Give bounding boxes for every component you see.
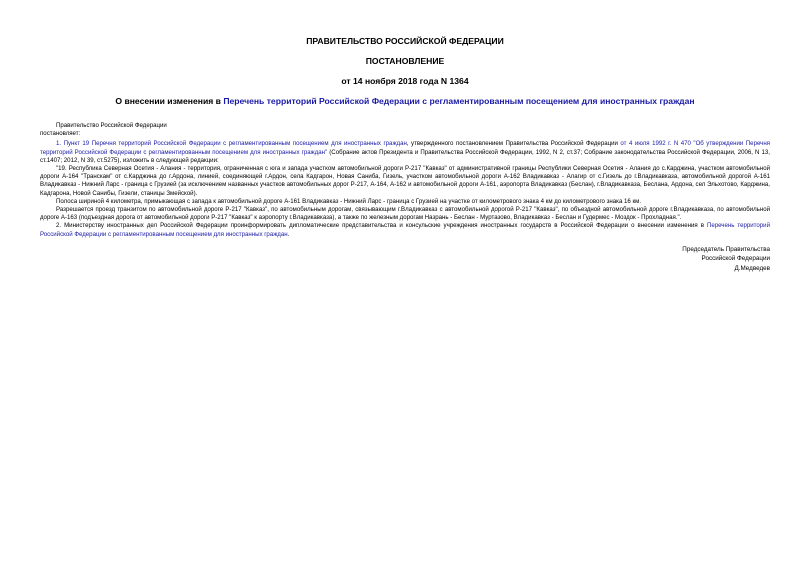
document-type-heading: ПОСТАНОВЛЕНИЕ: [365, 56, 445, 66]
document-title-link[interactable]: Перечень территорий Российской Федерации с регламентированным посещением для иностранных граждан: [223, 96, 695, 106]
date-number-heading: от 14 ноября 2018 года N 1364: [341, 76, 469, 86]
paragraph-1-text-b: (Собрание актов Президента и Правительства Российской Федерации, 1992, N 2, ст.37; Собрание законодательства Российской Федерации, 2006, N 13, ст.1407; 2012, N 39, ст.5275), изложить в следующей редакции:: [40, 148, 770, 164]
paragraph-1-link-list[interactable]: 1. Пункт 19 Перечня территорий Российской Федерации с регламентированным посещением для иностранных граждан: [56, 140, 407, 148]
paragraph-5: [40, 222, 770, 238]
paragraph-2: "19. Республика Северная Осетия - Алания - территория, ограниченная с юга и запада участком автомобильной дороги Р-217 "Кавказ" от административной границы Республики Северная Осетия - Алания до с.Карджина, участком автомобильной дороги А-164 "Транскам" от с.Карджина до г.Ардона, линией, соединяющей г.Ардон, села Кадгарон, Новая Саниба, Гизель, участком автомобильной дороги А-162 Владикавказ - Алагир от с.Гизель до г.Владикавказа, автомобильной дорогой А-161 Владикавказ - Нижний Ларс - граница с Грузией (за исключением названных участков автомобильных дорог Р-217, А-164, А-162 и автомобильной дороги А-161, аэропорта Владикавказ (Беслан), г.Владикавказа, Беслана, Ардона, сел Эльхотово, Карджина, Кадгарона, Новой Санибы, Гизели, станицы Змейской).: [40, 165, 770, 197]
paragraph-5-link-list[interactable]: Перечень территорий Российской Федерации с регламентированным посещением для иностранных граждан: [40, 222, 770, 238]
signature-block: [40, 245, 770, 274]
document-title-prefix: О внесении изменения в: [115, 96, 224, 106]
paragraph-1: [40, 140, 770, 165]
document-page: [40, 30, 770, 274]
paragraph-1-link-resolution[interactable]: от 4 июля 1992 г. N 470 "Об утверждении Перечня территорий Российской Федерации с регламентированным посещением для иностранных граждан": [40, 140, 770, 156]
paragraph-4: Разрешается проезд транзитом по автомобильной дороге Р-217 "Кавказ", по автомобильным дорогам, связывающим г.Владикавказ с автомобильной дорогой Р-217 "Кавказ", по объездной автомобильной дороге г.Владикавказа, по автомобильной дороге А-163 (подъездная дорога от автомобильной дороги Р-217 "Кавказ" к аэропорту г.Владикавказа), а также по железным дорогам Назрань - Беслан - Муртазово, Владикавказ - Беслан и Гудермес - Моздок - Прохладная.".: [40, 206, 770, 222]
document-title: [40, 96, 770, 107]
signature-name: Д.Медведев: [734, 265, 770, 273]
intro-resolves: постановляет:: [40, 130, 81, 138]
paragraph-1-text-a: , утвержденного постановлением Правительства Российской Федерации: [406, 140, 621, 148]
signature-position: Председатель Правительства: [682, 245, 770, 253]
paragraph-3: Полоса шириной 4 километра, примыкающая с запада к автомобильной дороге А-161 Владикавказ - Нижний Ларс - граница с Грузией на участке от километрового знака 4 км до километрового знака 16 км.: [56, 197, 642, 205]
paragraph-5-text-a: 2. Министерству иностранных дел Российской Федерации проинформировать дипломатические представительства и консульские учреждения иностранных государств в Российской Федерации о внесении изменения в: [56, 222, 707, 230]
paragraph-5-text-b: .: [287, 230, 290, 238]
document-body: [40, 122, 770, 239]
signature-country: Российской Федерации: [701, 255, 770, 263]
government-heading: ПРАВИТЕЛЬСТВО РОССИЙСКОЙ ФЕДЕРАЦИИ: [306, 36, 504, 46]
intro-government: Правительство Российской Федерации: [56, 122, 167, 129]
